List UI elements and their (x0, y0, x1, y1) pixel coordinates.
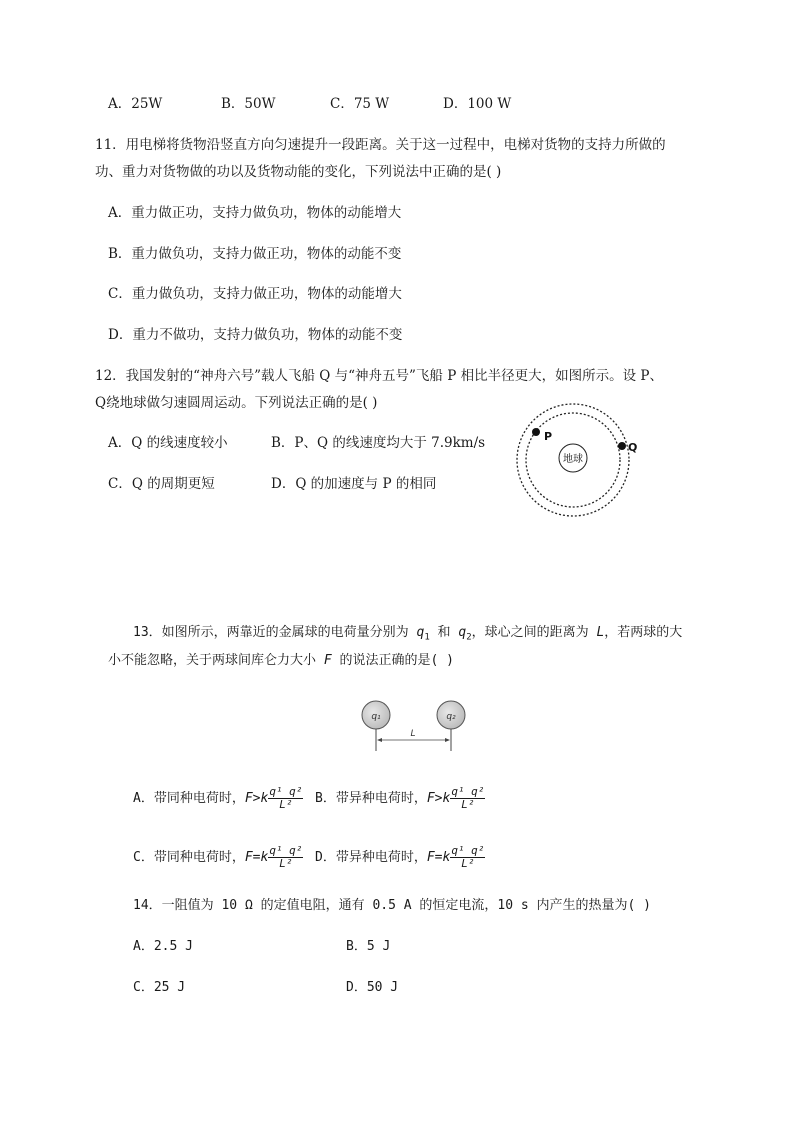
q13-var-F: F (323, 653, 332, 668)
q14-option-c: C．25 J (133, 980, 186, 995)
q13-var-L: L (596, 625, 605, 640)
satellite-p (532, 428, 540, 436)
q13-var-q2: q (458, 625, 467, 640)
q13-text-b: ，球心之间的距离为 (471, 625, 597, 640)
q13-option-a (133, 786, 303, 811)
earth-label: 地球 (563, 454, 583, 465)
q14-option-d: D．50 J (346, 980, 399, 995)
satellite-p-label: P (544, 430, 553, 443)
q13-text-c: ，若两球的大 (604, 625, 683, 640)
q11-option-b: B．重力做负功，支持力做正功，物体的动能不变 (108, 246, 402, 262)
q14-stem: 14．一阻值为 10 Ω 的定值电阻，通有 0.5 A 的恒定电流，10 s 内产生的热量为( ) (133, 898, 652, 913)
q13-option-d-fraction: $\frac{\text{q¹ q²}}{\text{L²}}$ (451, 844, 485, 870)
q10-option-b: B．50W (221, 96, 276, 112)
q10-option-d: D．100 W (443, 96, 512, 112)
sphere-1-label: q₁ (371, 712, 381, 722)
q14-option-a: A．2.5 J (133, 939, 193, 954)
q13-option-a-text: A．带同种电荷时， (133, 791, 245, 806)
spheres-figure (355, 698, 475, 753)
q11-stem-line2: 功、重力对货物做的功以及货物动能的变化，下列说法中正确的是( ) (95, 164, 502, 180)
q13-option-c-text: C．带同种电荷时， (133, 850, 245, 865)
q13-stem-line1 (133, 624, 682, 647)
q12-option-a: A．Q 的线速度较小 (108, 435, 228, 451)
q13-var-q1: q (416, 625, 425, 640)
q13-stem-line2 (108, 652, 454, 670)
q10-option-c: C．75 W (330, 96, 390, 112)
q12-stem-line2: Q绕地球做匀速圆周运动。下列说法正确的是( ) (95, 395, 378, 411)
q10-option-a: A．25W (108, 96, 163, 112)
q13-option-d-text: D．带异种电荷时， (315, 850, 427, 865)
q13-text-e: 的说法正确的是( ) (331, 653, 454, 668)
q13-option-a-rel: F>k (244, 791, 269, 806)
q13-option-a-fraction: $\frac{\text{q¹ q²}}{\text{L²}}$ (269, 785, 303, 811)
q13-text-a: 13．如图所示，两靠近的金属球的电荷量分别为 (133, 625, 417, 640)
q14-option-b: B．5 J (346, 939, 391, 954)
q12-stem-line1: 12．我国发射的“神舟六号”载人飞船 Q 与“神舟五号”飞船 P 相比半径更大，如图所示。设 P、 (95, 368, 663, 384)
q12-option-d: D．Q 的加速度与 P 的相同 (271, 476, 437, 492)
q11-stem-line1: 11．用电梯将货物沿竖直方向匀速提升一段距离。关于这一过程中，电梯对货物的支持力所做的 (95, 137, 666, 153)
satellite-q (618, 442, 626, 450)
q13-text-d: 小不能忽略，关于两球间库仑力大小 (108, 653, 324, 668)
arrow-right (445, 738, 450, 742)
q13-option-d-rel: F=k (426, 850, 451, 865)
satellite-q-label: Q (628, 441, 638, 454)
q12-option-b: B．P、Q 的线速度均大于 7.9km/s (271, 435, 486, 451)
q11-option-c: C．重力做负功，支持力做正功，物体的动能增大 (108, 286, 402, 302)
q13-sub-2: 2 (466, 632, 472, 643)
distance-label: L (410, 729, 416, 739)
q13-option-b (315, 786, 485, 811)
q13-option-d (315, 845, 485, 870)
q11-option-d: D．重力不做功，支持力做负功，物体的动能不变 (108, 327, 403, 343)
q13-text-and: 和 (429, 625, 459, 640)
q13-option-b-fraction: $\frac{\text{q¹ q²}}{\text{L²}}$ (451, 785, 485, 811)
q11-option-a: A．重力做正功，支持力做负功，物体的动能增大 (108, 205, 402, 221)
q13-option-c (133, 845, 303, 870)
q12-option-c: C．Q 的周期更短 (108, 476, 215, 492)
orbit-figure (512, 400, 652, 525)
q13-option-b-text: B．带异种电荷时， (315, 791, 427, 806)
q13-option-b-rel: F>k (426, 791, 451, 806)
q13-option-c-rel: F=k (244, 850, 269, 865)
q13-sub-1: 1 (424, 632, 430, 643)
arrow-left (377, 738, 382, 742)
sphere-2-label: q₂ (446, 712, 456, 722)
q13-option-c-fraction: $\frac{\text{q¹ q²}}{\text{L²}}$ (269, 844, 303, 870)
